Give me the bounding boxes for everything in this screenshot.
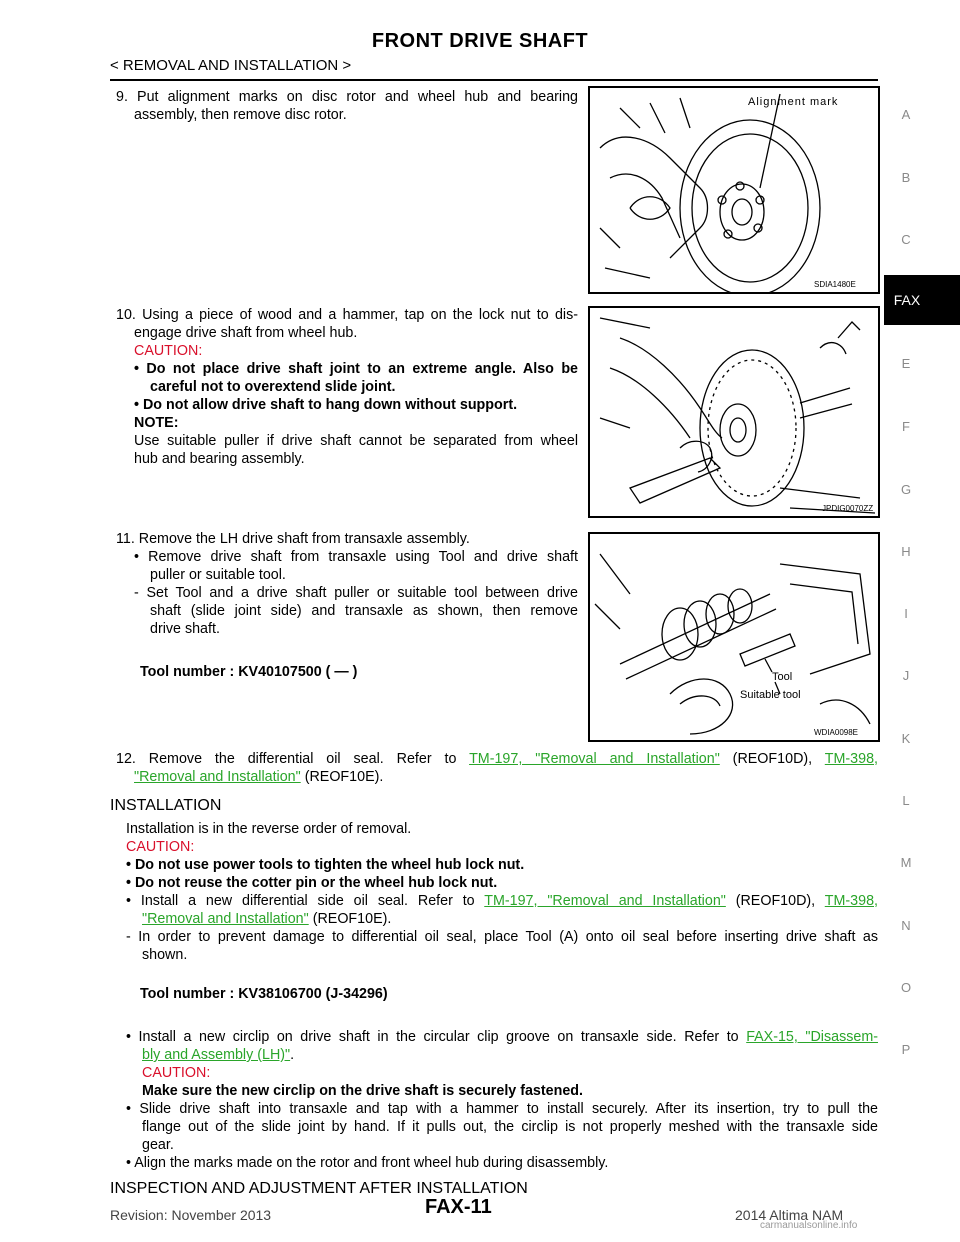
figure-drive-shaft-disengage — [588, 306, 880, 518]
figure-alignment-mark-code: SDIA1480E — [814, 280, 856, 289]
step-11-bullet-2c: drive shaft. — [150, 621, 220, 637]
index-tab-k[interactable]: K — [901, 731, 911, 746]
step-10-caution-1b: careful not to overextend slide joint. — [150, 379, 396, 395]
index-tab-j[interactable]: J — [902, 668, 910, 683]
step-12-pre: 12. Remove the differential oil seal. Refer to — [116, 751, 470, 767]
installation-bullet-4a: • Slide drive shaft into transaxle and tap with a hammer to install securely. After its insertion, try to pull the — [126, 1101, 878, 1117]
index-tab-g[interactable]: G — [900, 482, 912, 497]
step-10-line-2: engage drive shaft from wheel hub. — [134, 325, 358, 341]
installation-link-tm197[interactable]: TM-197, "Removal and Installation" — [484, 893, 726, 909]
figure-drive-shaft-disengage-drawing — [590, 308, 878, 516]
inspection-heading: INSPECTION AND ADJUSTMENT AFTER INSTALLATION — [110, 1180, 528, 1197]
installation-heading: INSTALLATION — [110, 797, 222, 814]
index-tab-i[interactable]: I — [904, 606, 908, 621]
index-tab-n[interactable]: N — [901, 918, 911, 933]
installation-bullet-4c: gear. — [142, 1137, 174, 1153]
installation-bullet-1a — [126, 892, 878, 910]
step-11-bullet-1b: puller or suitable tool. — [150, 567, 286, 583]
installation-link-fax15-title[interactable]: bly and Assembly (LH)" — [142, 1047, 291, 1063]
figure-transaxle-tool-label-tool: Tool — [772, 671, 793, 683]
installation-bullet-2a: - In order to prevent damage to differential oil seal, place Tool (A) onto oil seal before inserting drive shaft as — [126, 929, 878, 945]
step-11-tool-number: Tool number : KV40107500 ( — ) — [140, 664, 358, 680]
figure-transaxle-tool-code: WDIA0098E — [814, 728, 859, 737]
footer-model: 2014 Altima NAM — [735, 1207, 844, 1223]
installation-link-tm398[interactable]: TM-398, — [824, 893, 878, 909]
step-10-note-2: hub and bearing assembly. — [134, 451, 305, 467]
index-tab-a[interactable]: A — [901, 107, 911, 122]
step-12-link-tm197[interactable]: TM-197, "Removal and Installation" — [469, 751, 720, 767]
installation-intro: Installation is in the reverse order of removal. — [126, 821, 412, 837]
step-10-caution-1a: • Do not place drive shaft joint to an extreme angle. Also be — [134, 361, 578, 377]
installation-bullet-3a — [126, 1028, 878, 1046]
step-12-link-tm398[interactable]: TM-398, — [824, 751, 879, 767]
installation-bullet-3-pre: • Install a new circlip on drive shaft in the circular clip groove on transaxle side. Refer to — [126, 1029, 747, 1045]
figure-transaxle-tool-drawing — [590, 534, 878, 740]
index-tab-l[interactable]: L — [902, 793, 910, 808]
installation-bullet-2b: shown. — [142, 947, 188, 963]
section-subtitle: < REMOVAL AND INSTALLATION > — [110, 57, 352, 74]
installation-bullet-1-post: (REOF10E). — [308, 911, 392, 927]
installation-caution-1: • Do not use power tools to tighten the wheel hub lock nut. — [126, 857, 525, 873]
installation-link-fax15[interactable]: FAX-15, "Disassem- — [746, 1029, 879, 1045]
figure-alignment-mark — [588, 86, 880, 294]
page-title: FRONT DRIVE SHAFT — [371, 30, 589, 52]
step-10-line-1: 10. Using a piece of wood and a hammer, tap on the lock nut to dis- — [116, 307, 578, 323]
installation-caution-2-label: CAUTION: — [142, 1065, 211, 1081]
installation-bullet-1-pre: • Install a new differential side oil seal. Refer to — [126, 893, 485, 909]
index-tab-f[interactable]: F — [902, 419, 910, 434]
index-tab-c[interactable]: C — [901, 232, 911, 247]
installation-bullet-1b — [142, 910, 391, 928]
figure-drive-shaft-disengage-code: JPDIG0070ZZ — [822, 504, 874, 513]
index-tab-e[interactable]: E — [901, 356, 911, 371]
step-11-line-1: 11. Remove the LH drive shaft from transaxle assembly. — [116, 531, 470, 547]
installation-bullet-4b: flange out of the slide joint by hand. If it pulls out, the circlip is not properly meshed with the transaxle side — [142, 1119, 878, 1135]
installation-bullet-3b — [142, 1046, 294, 1064]
step-11-bullet-1a: • Remove drive shaft from transaxle using Tool and drive shaft — [134, 549, 578, 565]
header-rule — [110, 79, 878, 81]
index-tab-h[interactable]: H — [901, 544, 911, 559]
footer-page-code: FAX-11 — [425, 1196, 492, 1218]
footer-watermark: carmanualsonline.info — [760, 1220, 858, 1231]
installation-bullet-5: • Align the marks made on the rotor and front wheel hub during disassembly. — [126, 1155, 609, 1171]
index-tab-fax[interactable]: FAX — [893, 292, 921, 308]
step-10-note-1: Use suitable puller if drive shaft cannot be separated from wheel — [134, 433, 578, 449]
installation-caution-2-text: Make sure the new circlip on the drive shaft is securely fastened. — [142, 1083, 583, 1099]
index-tab-b[interactable]: B — [901, 170, 911, 185]
step-9-line-2: assembly, then remove disc rotor. — [134, 107, 347, 123]
step-12-line-1 — [116, 750, 878, 768]
step-11-bullet-2b: shaft (slide joint side) and transaxle as shown, then remove — [150, 603, 578, 619]
step-9-line-1: 9. Put alignment marks on disc rotor and wheel hub and bearing — [116, 89, 578, 105]
step-10-caution-label: CAUTION: — [134, 343, 203, 359]
step-12-post: (REOF10E). — [300, 769, 384, 785]
installation-bullet-3-post: . — [290, 1047, 295, 1063]
step-12-link-tm398-title[interactable]: "Removal and Installation" — [134, 769, 301, 785]
index-tab-p[interactable]: P — [901, 1042, 911, 1057]
index-tab-m[interactable]: M — [900, 855, 912, 870]
installation-caution-2: • Do not reuse the cotter pin or the wheel hub lock nut. — [126, 875, 498, 891]
step-10-caution-2: • Do not allow drive shaft to hang down without support. — [134, 397, 518, 413]
step-12-line-2 — [134, 768, 383, 786]
step-12-mid: (REOF10D), — [719, 751, 825, 767]
installation-bullet-1-mid: (REOF10D), — [725, 893, 825, 909]
figure-alignment-mark-label: Alignment mark — [748, 96, 839, 108]
figure-transaxle-tool-label-suitable: Suitable tool — [740, 689, 801, 701]
step-11-bullet-2a: - Set Tool and a drive shaft puller or suitable tool between drive — [134, 585, 578, 601]
index-tab-o[interactable]: O — [900, 980, 912, 995]
figure-transaxle-tool — [588, 532, 880, 742]
figure-alignment-mark-drawing — [590, 88, 878, 292]
installation-tool-number: Tool number : KV38106700 (J-34296) — [140, 986, 388, 1002]
footer-revision: Revision: November 2013 — [110, 1207, 272, 1223]
step-10-note-label: NOTE: — [134, 415, 179, 431]
installation-link-tm398-title[interactable]: "Removal and Installation" — [142, 911, 309, 927]
installation-caution-label: CAUTION: — [126, 839, 195, 855]
